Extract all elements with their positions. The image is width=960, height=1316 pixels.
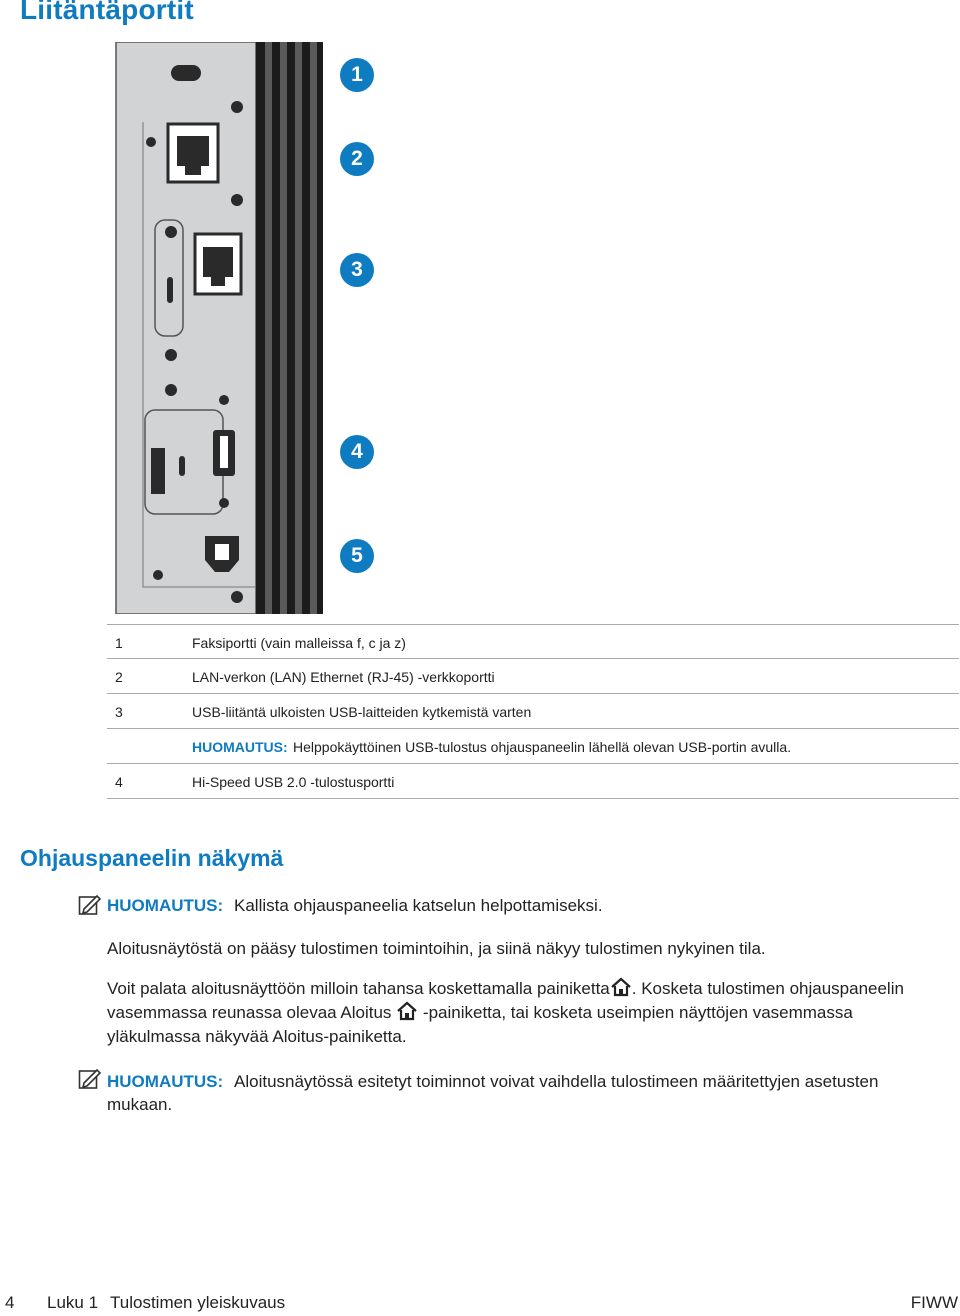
callout-2: 2 [340, 142, 374, 176]
home-icon [396, 1001, 418, 1021]
callout-3: 3 [340, 253, 374, 287]
note-label: HUOMAUTUS: [192, 739, 288, 755]
note-text: Aloitusnäytössä esitetyt toiminnot voivat vaihdella tulostimeen määritettyjen asetusten [234, 1072, 879, 1091]
doc-code: FIWW [910, 1293, 958, 1312]
paragraph: Aloitusnäytöstä on pääsy tulostimen toimintoihin, ja siinä näkyy tulostimen nykyinen tila. [107, 939, 766, 958]
page-title: Liitäntäportit [20, 0, 194, 25]
row-number: 1 [115, 635, 123, 651]
row-number: 3 [115, 704, 123, 720]
row-number: 2 [115, 669, 123, 685]
paragraph-line: yläkulmassa näkyvää Aloitus-painiketta. [107, 1027, 407, 1046]
note-icon [78, 894, 102, 916]
paragraph-text: vasemmassa reunassa olevaa Aloitus [107, 1003, 392, 1022]
chapter-title: Tulostimen yleiskuvaus [110, 1293, 286, 1312]
paragraph-text: -painiketta, tai kosketa useimpien näyttöjen vasemmassa [422, 1003, 853, 1022]
paragraph-line [107, 977, 904, 1001]
home-icon [610, 977, 632, 997]
note-text-continued: mukaan. [107, 1095, 173, 1114]
row-description: LAN-verkon (LAN) Ethernet (RJ-45) -verkkoportti [192, 669, 495, 685]
row-number: 4 [115, 774, 123, 790]
table-row [107, 764, 959, 799]
row-description: Hi-Speed USB 2.0 -tulostusportti [192, 774, 395, 790]
paragraph-line [107, 1001, 853, 1025]
note-icon [78, 1068, 102, 1090]
table-row [107, 659, 959, 694]
note-label: HUOMAUTUS: [107, 896, 224, 915]
paragraph-text: Voit palata aloitusnäyttöön milloin tahansa koskettamalla painiketta [107, 979, 610, 998]
chapter-label: Luku 1 [47, 1293, 99, 1312]
paragraph-text: . Kosketa tulostimen ohjauspaneelin [631, 979, 904, 998]
table-row [107, 694, 959, 729]
row-description: Faksiportti (vain malleissa f, c ja z) [192, 635, 406, 651]
ports-illustration [113, 42, 323, 614]
row-description: USB-liitäntä ulkoisten USB-laitteiden kytkemistä varten [192, 704, 532, 720]
note-text: Kallista ohjauspaneelia katselun helpottamiseksi. [234, 896, 603, 915]
note-text: Helppokäyttöinen USB-tulostus ohjauspaneelin lähellä olevan USB-portin avulla. [293, 739, 792, 755]
section-heading: Ohjauspaneelin näkymä [20, 845, 284, 871]
callout-1: 1 [340, 58, 374, 92]
table-row [107, 624, 959, 659]
page-number: 4 [5, 1293, 15, 1312]
callout-4: 4 [340, 435, 374, 469]
note-label: HUOMAUTUS: [107, 1072, 224, 1091]
ports-table [107, 624, 959, 799]
table-row-note [107, 729, 959, 764]
printer-ports-graphic [113, 42, 323, 614]
callout-5: 5 [340, 539, 374, 573]
